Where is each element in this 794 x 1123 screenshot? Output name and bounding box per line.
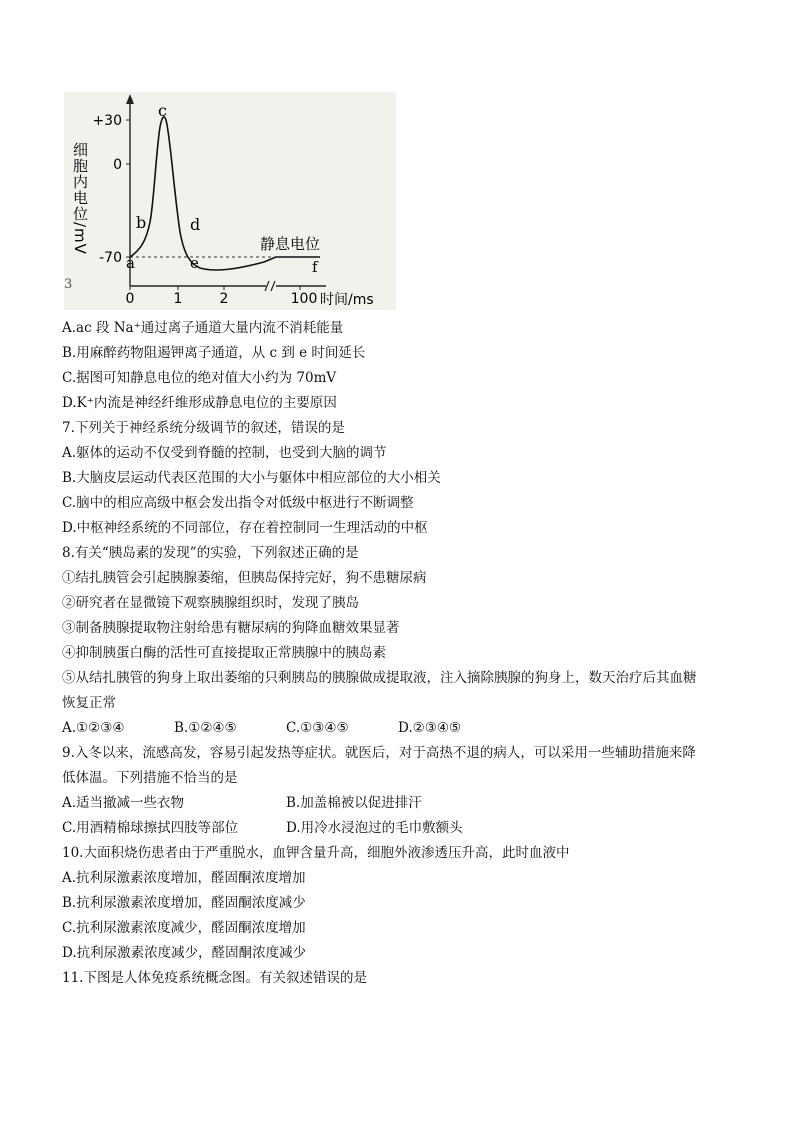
q8-stem: 8.有关“胰岛素的发现”的实验，下列叙述正确的是 [62, 545, 359, 561]
q7-option-a: A.躯体的运动不仅受到脊髓的控制，也受到大脑的调节 [62, 445, 387, 461]
q8-statement-4: ④抑制胰蛋白酶的活性可直接提取正常胰腺中的胰岛素 [62, 645, 386, 661]
point-label-f: f [312, 258, 318, 276]
y-axis-arrow [126, 94, 134, 104]
q6-option-c: C.据图可知静息电位的绝对值大小约为 70mV [62, 370, 337, 386]
q10-option-d: D.抗利尿激素浓度减少，醛固酮浓度减少 [62, 945, 307, 961]
y-axis-label: 细胞内电位/mV [71, 142, 89, 255]
q8-option-a: A.①②③④ [62, 720, 125, 736]
q8-statement-1: ①结扎胰管会引起胰腺萎缩，但胰岛保持完好，狗不患糖尿病 [62, 570, 427, 586]
y-tick-label-30: +30 [92, 113, 122, 129]
x-tick-label-2: 2 [219, 291, 229, 307]
q9-stem-cont: 低体温。下列措施不恰当的是 [62, 770, 238, 786]
resting-potential-label: 静息电位 [260, 235, 321, 253]
q10-stem: 10.大面积烧伤患者由于严重脱水，血钾含量升高，细胞外液渗透压升高，此时血液中 [62, 845, 570, 861]
x-tick-label-100: 100 [290, 291, 318, 307]
q8-option-c: C.①③④⑤ [286, 720, 349, 736]
action-potential-chart [64, 92, 396, 310]
q8-statement-3: ③制备胰腺提取物注射给患有糖尿病的狗降血糖效果显著 [62, 620, 400, 636]
q7-stem: 7.下列关于神经系统分级调节的叙述，错误的是 [62, 420, 345, 436]
y-tick-label-neg70: -70 [99, 250, 122, 266]
q9-option-b: B.加盖棉被以促进排汗 [286, 795, 422, 811]
q9-option-c: C.用酒精棉球擦拭四肢等部位 [62, 820, 239, 836]
q6-option-a: A.ac 段 Na⁺通过离子通道大量内流不消耗能量 [62, 320, 344, 336]
y-tick-label-0: 0 [113, 157, 122, 173]
q7-option-b: B.大脑皮层运动代表区范围的大小与躯体中相应部位的大小相关 [62, 470, 441, 486]
q9-stem: 9.入冬以来，流感高发，容易引起发热等症状。就医后，对于高热不退的病人，可以采用一些辅助措施来降 [62, 745, 696, 761]
q10-option-c: C.抗利尿激素浓度减少，醛固酮浓度增加 [62, 920, 306, 936]
q7-option-d: D.中枢神经系统的不同部位，存在着控制同一生理活动的中枢 [62, 520, 428, 536]
action-potential-figure [64, 92, 396, 310]
q8-option-b: B.①②④⑤ [174, 720, 237, 736]
q8-statement-5: ⑤从结扎胰管的狗身上取出萎缩的只剩胰岛的胰腺做成提取液，注入摘除胰腺的狗身上，数天治疗后其血糖 [62, 670, 697, 686]
q7-option-c: C.脑中的相应高级中枢会发出指令对低级中枢进行不断调整 [62, 495, 414, 511]
point-label-b: b [136, 213, 147, 232]
point-label-a: a [126, 254, 135, 272]
point-label-e: e [190, 254, 199, 272]
q9-option-a: A.适当撤减一些衣物 [62, 795, 185, 811]
q10-option-b: B.抗利尿激素浓度增加，醛固酮浓度减少 [62, 895, 306, 911]
axis-break-2 [271, 281, 275, 291]
q8-option-d: D.②③④⑤ [398, 720, 462, 736]
q8-statement-2: ②研究者在显微镜下观察胰腺组织时，发现了胰岛 [62, 595, 359, 611]
x-tick-label-1: 1 [173, 291, 183, 307]
q10-option-a: A.抗利尿激素浓度增加，醛固酮浓度增加 [62, 870, 306, 886]
q9-option-d: D.用冷水浸泡过的毛巾敷额头 [286, 820, 463, 836]
point-label-d: d [190, 215, 201, 234]
q6-option-b: B.用麻醉药物阻遏钾离子通道，从 c 到 e 时间延长 [62, 345, 366, 361]
q6-option-d: D.K⁺内流是神经纤维形成静息电位的主要原因 [62, 395, 337, 411]
x-tick-label-0: 0 [125, 291, 135, 307]
x-axis-label: 时间/ms [320, 292, 374, 308]
left-edge-mark: 3 [64, 277, 73, 292]
q11-stem: 11.下图是人体免疫系统概念图。有关叙述错误的是 [62, 970, 367, 986]
q8-statement-5-cont: 恢复正常 [62, 695, 116, 711]
point-label-c: c [158, 101, 167, 120]
